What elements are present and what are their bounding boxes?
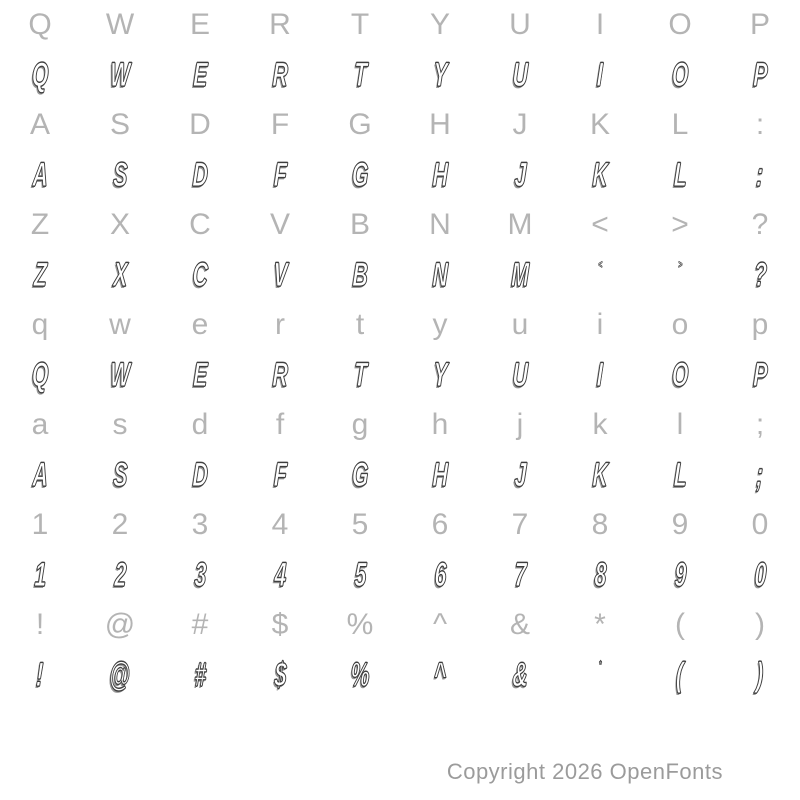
glyph: * [594, 608, 606, 641]
glyph-cell [189, 358, 212, 392]
glyph-cell [671, 210, 689, 240]
glyph-cell [512, 510, 529, 540]
glyph-row-plain [0, 400, 800, 450]
glyph: i [596, 308, 604, 341]
glyph-cell [667, 58, 693, 92]
glyph: V [272, 256, 288, 294]
copyright-text: Copyright 2026 OpenFonts [446, 759, 723, 784]
glyph-cell [754, 158, 765, 192]
glyph-cell [32, 310, 49, 340]
glyph: S [112, 156, 128, 194]
glyph-cell [109, 458, 132, 492]
glyph: C [189, 208, 211, 241]
glyph-cell [104, 58, 136, 92]
glyph: U [509, 8, 531, 41]
glyph-cell [269, 258, 292, 292]
glyph-row-fancy [0, 50, 800, 100]
glyph: K [591, 456, 609, 494]
glyph: 1 [31, 508, 49, 541]
glyph-cell [272, 510, 289, 540]
glyph: G [351, 456, 369, 494]
glyph: @ [104, 608, 136, 641]
glyph-cell [433, 610, 447, 640]
glyph-cell [109, 258, 132, 292]
glyph-cell [430, 658, 450, 692]
glyph: R [269, 8, 291, 41]
glyph: % [346, 608, 374, 641]
glyph-cell [110, 110, 130, 140]
glyph-cell [597, 310, 604, 340]
glyph-cell [593, 410, 608, 440]
glyph-cell [428, 458, 453, 492]
glyph: A [31, 456, 49, 494]
glyph-row-fancy [0, 450, 800, 500]
glyph: 6 [431, 508, 449, 541]
glyph: 8 [591, 508, 609, 541]
glyph: T [350, 8, 370, 41]
glyph: E [192, 56, 208, 94]
glyph: O [668, 8, 692, 41]
glyph-cell [192, 410, 209, 440]
glyph-cell [677, 260, 683, 291]
glyph-cell [511, 458, 530, 492]
glyph: y [432, 308, 448, 341]
glyph: T [352, 56, 368, 94]
glyph: s [112, 408, 128, 441]
glyph-row-plain [0, 0, 800, 50]
glyph-cell [428, 258, 453, 292]
glyph: S [109, 108, 130, 141]
glyph: 4 [271, 508, 289, 541]
glyph: e [191, 308, 209, 341]
glyph: L [672, 156, 688, 194]
glyph: H [431, 156, 449, 194]
glyph: r [275, 308, 285, 341]
glyph-cell [268, 358, 293, 392]
glyph-cell [429, 58, 452, 92]
glyph-row-plain [0, 600, 800, 650]
glyph-cell [31, 558, 50, 592]
glyph-cell [671, 558, 690, 592]
glyph-cell [752, 510, 769, 540]
glyph-cell [30, 258, 51, 292]
glyph: ? [752, 256, 768, 294]
glyph: 8 [593, 556, 607, 594]
glyph: N [429, 208, 451, 241]
glyph: ) [755, 656, 765, 694]
glyph-cell [588, 458, 613, 492]
glyph: < [597, 258, 603, 271]
glyph-cell [672, 310, 689, 340]
glyph: J [513, 456, 527, 494]
glyph-cell [352, 410, 369, 440]
glyph-cell [356, 310, 364, 340]
glyph: ( [675, 608, 685, 641]
glyph-cell [432, 410, 449, 440]
glyph: Y [432, 356, 448, 394]
glyph-cell [347, 158, 373, 192]
glyph: M [510, 256, 530, 294]
glyph-cell [271, 110, 289, 140]
glyph: Z [30, 208, 50, 241]
glyph-cell [508, 658, 533, 692]
glyph-cell [111, 558, 130, 592]
glyph: A [29, 108, 50, 141]
glyph: G [351, 156, 369, 194]
glyph: P [752, 356, 768, 394]
glyph-cell [512, 310, 529, 340]
glyph-cell [113, 410, 128, 440]
glyph-cell [192, 310, 209, 340]
glyph-cell [749, 58, 772, 92]
glyph: A [31, 156, 49, 194]
glyph: P [749, 8, 770, 41]
glyph: 0 [753, 556, 767, 594]
glyph-cell [351, 558, 370, 592]
glyph-row-fancy [0, 550, 800, 600]
glyph-cell [28, 10, 51, 40]
glyph-cell [269, 10, 291, 40]
glyph: X [109, 208, 130, 241]
glyph-row-plain [0, 300, 800, 350]
glyph-cell [28, 458, 53, 492]
glyph-cell [352, 510, 369, 540]
glyph-cell [348, 258, 373, 292]
glyph: g [351, 408, 369, 441]
glyph: G [348, 108, 372, 141]
glyph: W [105, 8, 135, 41]
glyph: > [677, 258, 683, 271]
glyph-cell [590, 110, 610, 140]
glyph: W [109, 356, 131, 394]
glyph: 3 [191, 508, 209, 541]
glyph-cell [432, 510, 449, 540]
glyph-cell [189, 58, 212, 92]
glyph-cell [670, 458, 691, 492]
glyph-cell [268, 58, 293, 92]
glyph: R [271, 356, 289, 394]
glyph-cell [595, 358, 604, 392]
glyph-cell [670, 158, 691, 192]
glyph-cell [431, 558, 450, 592]
glyph-cell [592, 510, 609, 540]
glyph-cell [109, 310, 131, 340]
glyph: L [671, 108, 689, 141]
glyph: F [272, 156, 288, 194]
glyph-cell [271, 558, 290, 592]
glyph-row-fancy [0, 150, 800, 200]
glyph: ; [755, 408, 765, 441]
glyph: # [191, 608, 209, 641]
glyph: Q [31, 56, 49, 94]
glyph: $ [271, 608, 289, 641]
glyph-cell [110, 210, 130, 240]
glyph: Y [432, 56, 448, 94]
glyph-cell [672, 110, 689, 140]
glyph-cell [591, 558, 610, 592]
glyph-cell [188, 158, 213, 192]
glyph-cell [271, 658, 290, 692]
glyph: ; [755, 456, 765, 494]
glyph: E [192, 356, 208, 394]
glyph: u [511, 308, 529, 341]
glyph: Q [31, 356, 49, 394]
glyph-cell [595, 58, 604, 92]
glyph-cell [508, 58, 533, 92]
glyph-cell [429, 210, 451, 240]
glyph-cell [275, 310, 285, 340]
glyph: 2 [113, 556, 127, 594]
glyph: J [513, 156, 527, 194]
glyph-row-fancy [0, 650, 800, 700]
glyph-cell [191, 658, 210, 692]
glyph: a [31, 408, 49, 441]
glyph-cell [675, 610, 685, 640]
glyph: 5 [353, 556, 367, 594]
glyph-cell [105, 610, 135, 640]
glyph-cell [511, 558, 530, 592]
glyph-cell [508, 210, 533, 240]
glyph: R [271, 56, 289, 94]
glyph: ! [35, 656, 45, 694]
glyph-cell [351, 10, 369, 40]
glyph: I [595, 8, 605, 41]
glyph: V [269, 208, 290, 241]
glyph: S [112, 456, 128, 494]
glyph-cell [672, 510, 689, 540]
glyph: 0 [751, 508, 769, 541]
glyph: O [671, 56, 689, 94]
glyph-cell [513, 110, 528, 140]
glyph: % [350, 656, 370, 694]
glyph: I [596, 56, 604, 94]
glyph: t [355, 308, 365, 341]
glyph: $ [273, 656, 287, 694]
glyph: j [516, 408, 524, 441]
glyph-cell [756, 410, 764, 440]
glyph-cell [192, 610, 209, 640]
glyph: W [109, 56, 131, 94]
glyph-cell [350, 58, 371, 92]
glyph-cell [31, 210, 49, 240]
glyph: U [511, 56, 529, 94]
glyph-row-fancy [0, 350, 800, 400]
glyph: 4 [273, 556, 287, 594]
glyph: F [270, 108, 290, 141]
glyph-cell [345, 658, 375, 692]
glyph: E [189, 8, 210, 41]
glyph: p [751, 308, 769, 341]
glyph-cell [106, 10, 134, 40]
glyph: ^ [432, 608, 448, 641]
glyph: l [676, 408, 684, 441]
glyph: 9 [671, 508, 689, 541]
glyph: J [512, 108, 528, 141]
glyph-cell [429, 110, 451, 140]
glyph-cell [32, 410, 49, 440]
glyph-cell [103, 658, 136, 692]
glyph-cell [597, 260, 603, 291]
glyph-cell [508, 358, 533, 392]
glyph-cell [347, 610, 374, 640]
glyph-cell [270, 210, 290, 240]
glyph: @ [109, 656, 131, 694]
glyph-cell [276, 410, 284, 440]
glyph: N [431, 256, 449, 294]
glyph-cell [429, 358, 452, 392]
glyph: C [191, 256, 209, 294]
glyph-cell [192, 510, 209, 540]
glyph: * [598, 658, 602, 671]
glyph-cell [754, 458, 765, 492]
glyph-cell [596, 10, 604, 40]
glyph: O [671, 356, 689, 394]
glyph-cell [104, 358, 136, 392]
glyph: q [31, 308, 49, 341]
glyph-cell [750, 258, 771, 292]
glyph-cell [190, 10, 210, 40]
glyph: k [592, 408, 608, 441]
glyph-cell [189, 110, 211, 140]
glyph-cell [430, 10, 450, 40]
glyph-row-plain [0, 200, 800, 250]
glyph-row-plain [0, 500, 800, 550]
glyph-cell [350, 210, 370, 240]
glyph-row-fancy [0, 250, 800, 300]
glyph: H [431, 456, 449, 494]
glyph: Y [429, 8, 450, 41]
glyph: K [591, 156, 609, 194]
glyph-cell [591, 210, 609, 240]
glyph-cell [270, 458, 291, 492]
glyph: B [351, 256, 369, 294]
glyph-cell [667, 358, 693, 392]
glyph-cell [749, 358, 772, 392]
glyph: 7 [513, 556, 527, 594]
glyph-cell [750, 10, 770, 40]
glyph-cell [272, 610, 289, 640]
glyph-cell [510, 610, 530, 640]
glyph-cell [27, 58, 53, 92]
glyph: Z [32, 256, 48, 294]
glyph: : [755, 156, 765, 194]
glyph-cell [755, 610, 765, 640]
glyph-cell [506, 258, 534, 292]
glyph-cell [347, 458, 373, 492]
glyph: U [511, 356, 529, 394]
glyph: 6 [433, 556, 447, 594]
glyph: ( [675, 656, 685, 694]
glyph-cell [756, 110, 764, 140]
glyph: T [352, 356, 368, 394]
glyph: # [193, 656, 207, 694]
glyph-cell [30, 110, 50, 140]
glyph-cell [34, 658, 45, 692]
glyph-cell [677, 410, 684, 440]
glyph-cell [32, 510, 49, 540]
glyph: Q [28, 8, 52, 41]
glyph-cell [433, 310, 448, 340]
glyph: o [671, 308, 689, 341]
glyph-cell [598, 660, 602, 691]
glyph: 1 [33, 556, 47, 594]
glyph-cell [509, 10, 531, 40]
glyph: ^ [433, 656, 447, 694]
glyph: ) [755, 608, 765, 641]
glyph: > [671, 208, 689, 241]
glyph-cell [752, 210, 769, 240]
glyph-row-plain [0, 100, 800, 150]
glyph: : [755, 108, 765, 141]
glyph-cell [109, 158, 132, 192]
glyph-cell [28, 158, 53, 192]
glyph: B [349, 208, 370, 241]
glyph: X [112, 256, 128, 294]
glyph-cell [112, 510, 129, 540]
glyph-cell [350, 358, 371, 392]
glyph-cell [754, 658, 765, 692]
glyph: H [429, 108, 451, 141]
glyph: 9 [673, 556, 687, 594]
glyph-cell [189, 210, 211, 240]
glyph: D [189, 108, 211, 141]
glyph: 3 [193, 556, 207, 594]
glyph-cell [517, 410, 524, 440]
glyph: 5 [351, 508, 369, 541]
glyph-cell [588, 158, 613, 192]
glyph-cell [511, 158, 530, 192]
glyph-cell [594, 610, 606, 640]
glyph: K [589, 108, 610, 141]
glyph-cell [428, 158, 453, 192]
glyph: f [275, 408, 285, 441]
glyph: P [752, 56, 768, 94]
glyph: h [431, 408, 449, 441]
glyph: & [509, 608, 530, 641]
glyph-cell [751, 558, 770, 592]
glyph: M [507, 208, 533, 241]
glyph-cell [27, 358, 53, 392]
glyph-cell [752, 310, 769, 340]
glyph-cell [188, 258, 213, 292]
glyph-cell [668, 10, 691, 40]
glyph: D [191, 456, 209, 494]
glyph-cell [36, 610, 44, 640]
glyph: < [591, 208, 609, 241]
glyph: & [511, 656, 529, 694]
glyph-cell [188, 458, 213, 492]
glyph: ! [35, 608, 45, 641]
glyph-cell [270, 158, 291, 192]
glyph-cell [191, 558, 210, 592]
glyph: I [596, 356, 604, 394]
glyph: D [191, 156, 209, 194]
glyph-cell [674, 658, 685, 692]
glyph: w [109, 308, 131, 341]
glyph-cell [348, 110, 371, 140]
glyph: 7 [511, 508, 529, 541]
glyph: 2 [111, 508, 129, 541]
glyph: ? [751, 208, 769, 241]
glyph: d [191, 408, 209, 441]
glyph: L [672, 456, 688, 494]
glyph: F [272, 456, 288, 494]
